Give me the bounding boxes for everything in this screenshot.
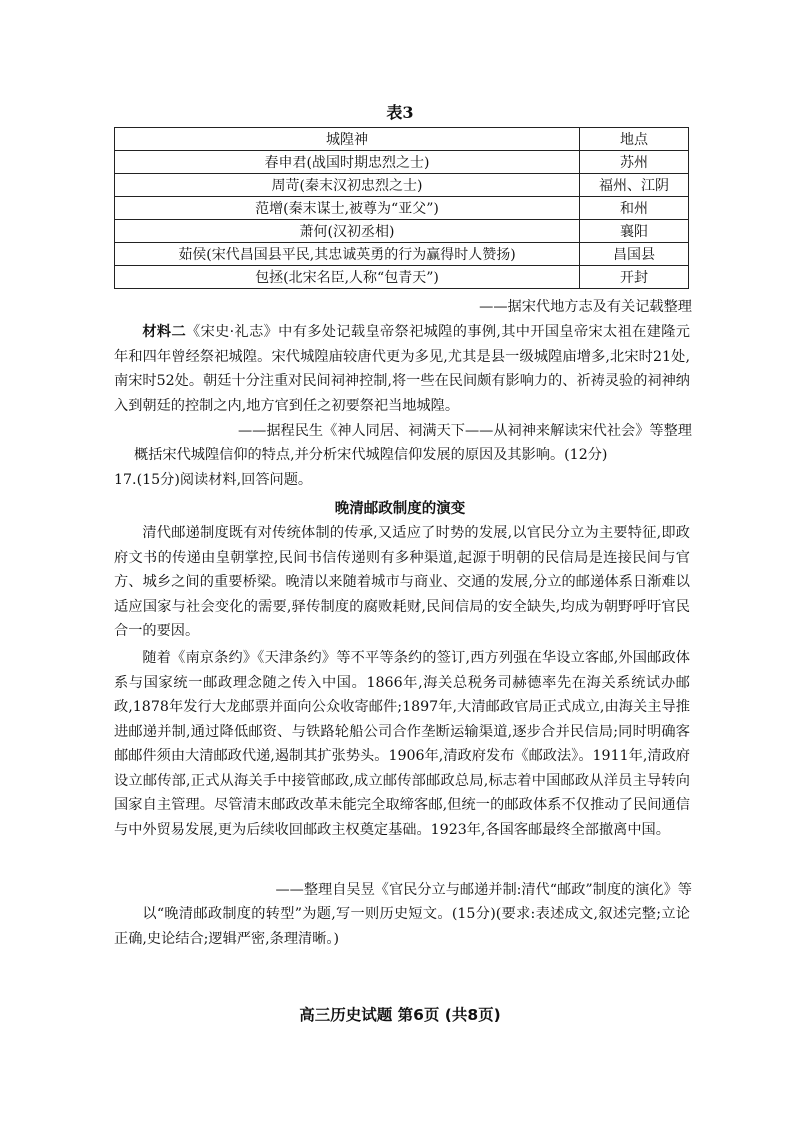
question-17-para-2: 随着《南京条约》《天津条约》等不平等条约的签订,西方列强在华设立客邮,外国邮政体系与国家统一邮政理念随之传入中国。1866年,海关总税务司赫德率先在海关系统试办邮政,1878年发行大龙邮票并面向公众收寄邮件;1897年,大清邮政官局正式成立,由海关主导推进邮递并制,通过降低邮资、与铁路轮船公司合作垄断运输渠道,逐步合并民信局;同时明确客邮邮件须由大清邮政代递,遏制其扩张势头。1906年,清政府发布《邮政法》。1911年,清政府设立邮传部,正式从海关手中接管邮政,成立邮传部邮政总局,标志着中国邮政从洋员主导转向国家自主管理。尽管清末邮政改革未能完全取缔客邮,但统一的邮政体系不仅推动了民间通信与中外贸易发展,更为后续收回邮政主权奠定基础。1923年,各国客邮最终全部撤离中国。 [114,650,690,838]
cell-god: 萧何(汉初丞相) [115,220,580,243]
cell-place: 和州 [580,197,689,220]
material-two-question: 概括宋代城隍信仰的特点,并分析宋代城隍信仰发展的原因及其影响。(12分) [134,447,608,463]
header-place: 地点 [580,128,689,151]
table-source: ——据宋代地方志及有关记载整理 [479,299,692,315]
cell-god: 范增(秦末谋士,被尊为“亚父”) [115,197,580,220]
cell-place: 福州、江阴 [580,174,689,197]
cell-place: 襄阳 [580,220,689,243]
cell-god: 周苛(秦末汉初忠烈之士) [115,174,580,197]
city-god-table [114,127,689,289]
question-17-para-1: 清代邮递制度既有对传统体制的传承,又适应了时势的发展,以官民分立为主要特征,即政府文书的传递由皇朝掌控,民间书信传递则有多种渠道,起源于明朝的民信局是连接民间与官方、城乡之间的重要桥梁。晚清以来随着城市与商业、交通的发展,分立的邮递体系日渐难以适应国家与社会变化的需要,驿传制度的腐败耗财,民间信局的安全缺失,均成为朝野呼吁官民合一的要因。 [114,525,690,639]
page-footer: 高三历史试题 第6页 (共8页) [299,1006,501,1024]
question-17-title: 晚清邮政制度的演变 [334,500,466,517]
table-row [115,197,689,220]
table-row [115,243,689,266]
table-row [115,220,689,243]
material-two-label: 材料二 [142,324,187,340]
table-header-row [115,128,689,151]
table-row [115,174,689,197]
table-row [115,266,689,289]
header-city-god: 城隍神 [115,128,580,151]
question-17-stem: 17.(15分)阅读材料,回答问题。 [114,472,313,488]
cell-god: 春申君(战国时期忠烈之士) [115,151,580,174]
cell-god: 包拯(北宋名臣,人称“包青天”) [115,266,580,289]
material-two-source: ——据程民生《神人同居、祠满天下——从祠神来解读宋代社会》等整理 [237,423,692,439]
material-two [114,320,690,418]
cell-place: 苏州 [580,151,689,174]
cell-place: 开封 [580,266,689,289]
material-two-text: 《宋史·礼志》中有多处记载皇帝祭祀城隍的事例,其中开国皇帝宋太祖在建隆元年和四年曾经祭祀城隍。宋代城隍庙较唐代更为多见,尤其是县一级城隍庙增多,北宋时21处,南宋时52处。朝廷十分注重对民间祠神控制,将一些在民间颇有影响力的、祈祷灵验的祠神纳入到朝廷的控制之内,地方官到任之初要祭祀当地城隍。 [114,324,690,414]
cell-place: 昌国县 [580,243,689,266]
cell-god: 茹侯(宋代昌国县平民,其忠诚英勇的行为赢得时人赞扬) [115,243,580,266]
table-row [115,151,689,174]
question-17-task: 以“晚清邮政制度的转型”为题,写一则历史短文。(15分)(要求:表述成文,叙述完整;立论正确,史论结合;逻辑严密,条理清晰。) [114,906,690,947]
question-17-source: ——整理自吴昱《官民分立与邮递并制:清代“邮政”制度的演化》等 [275,882,692,898]
table-caption: 表3 [386,103,414,122]
